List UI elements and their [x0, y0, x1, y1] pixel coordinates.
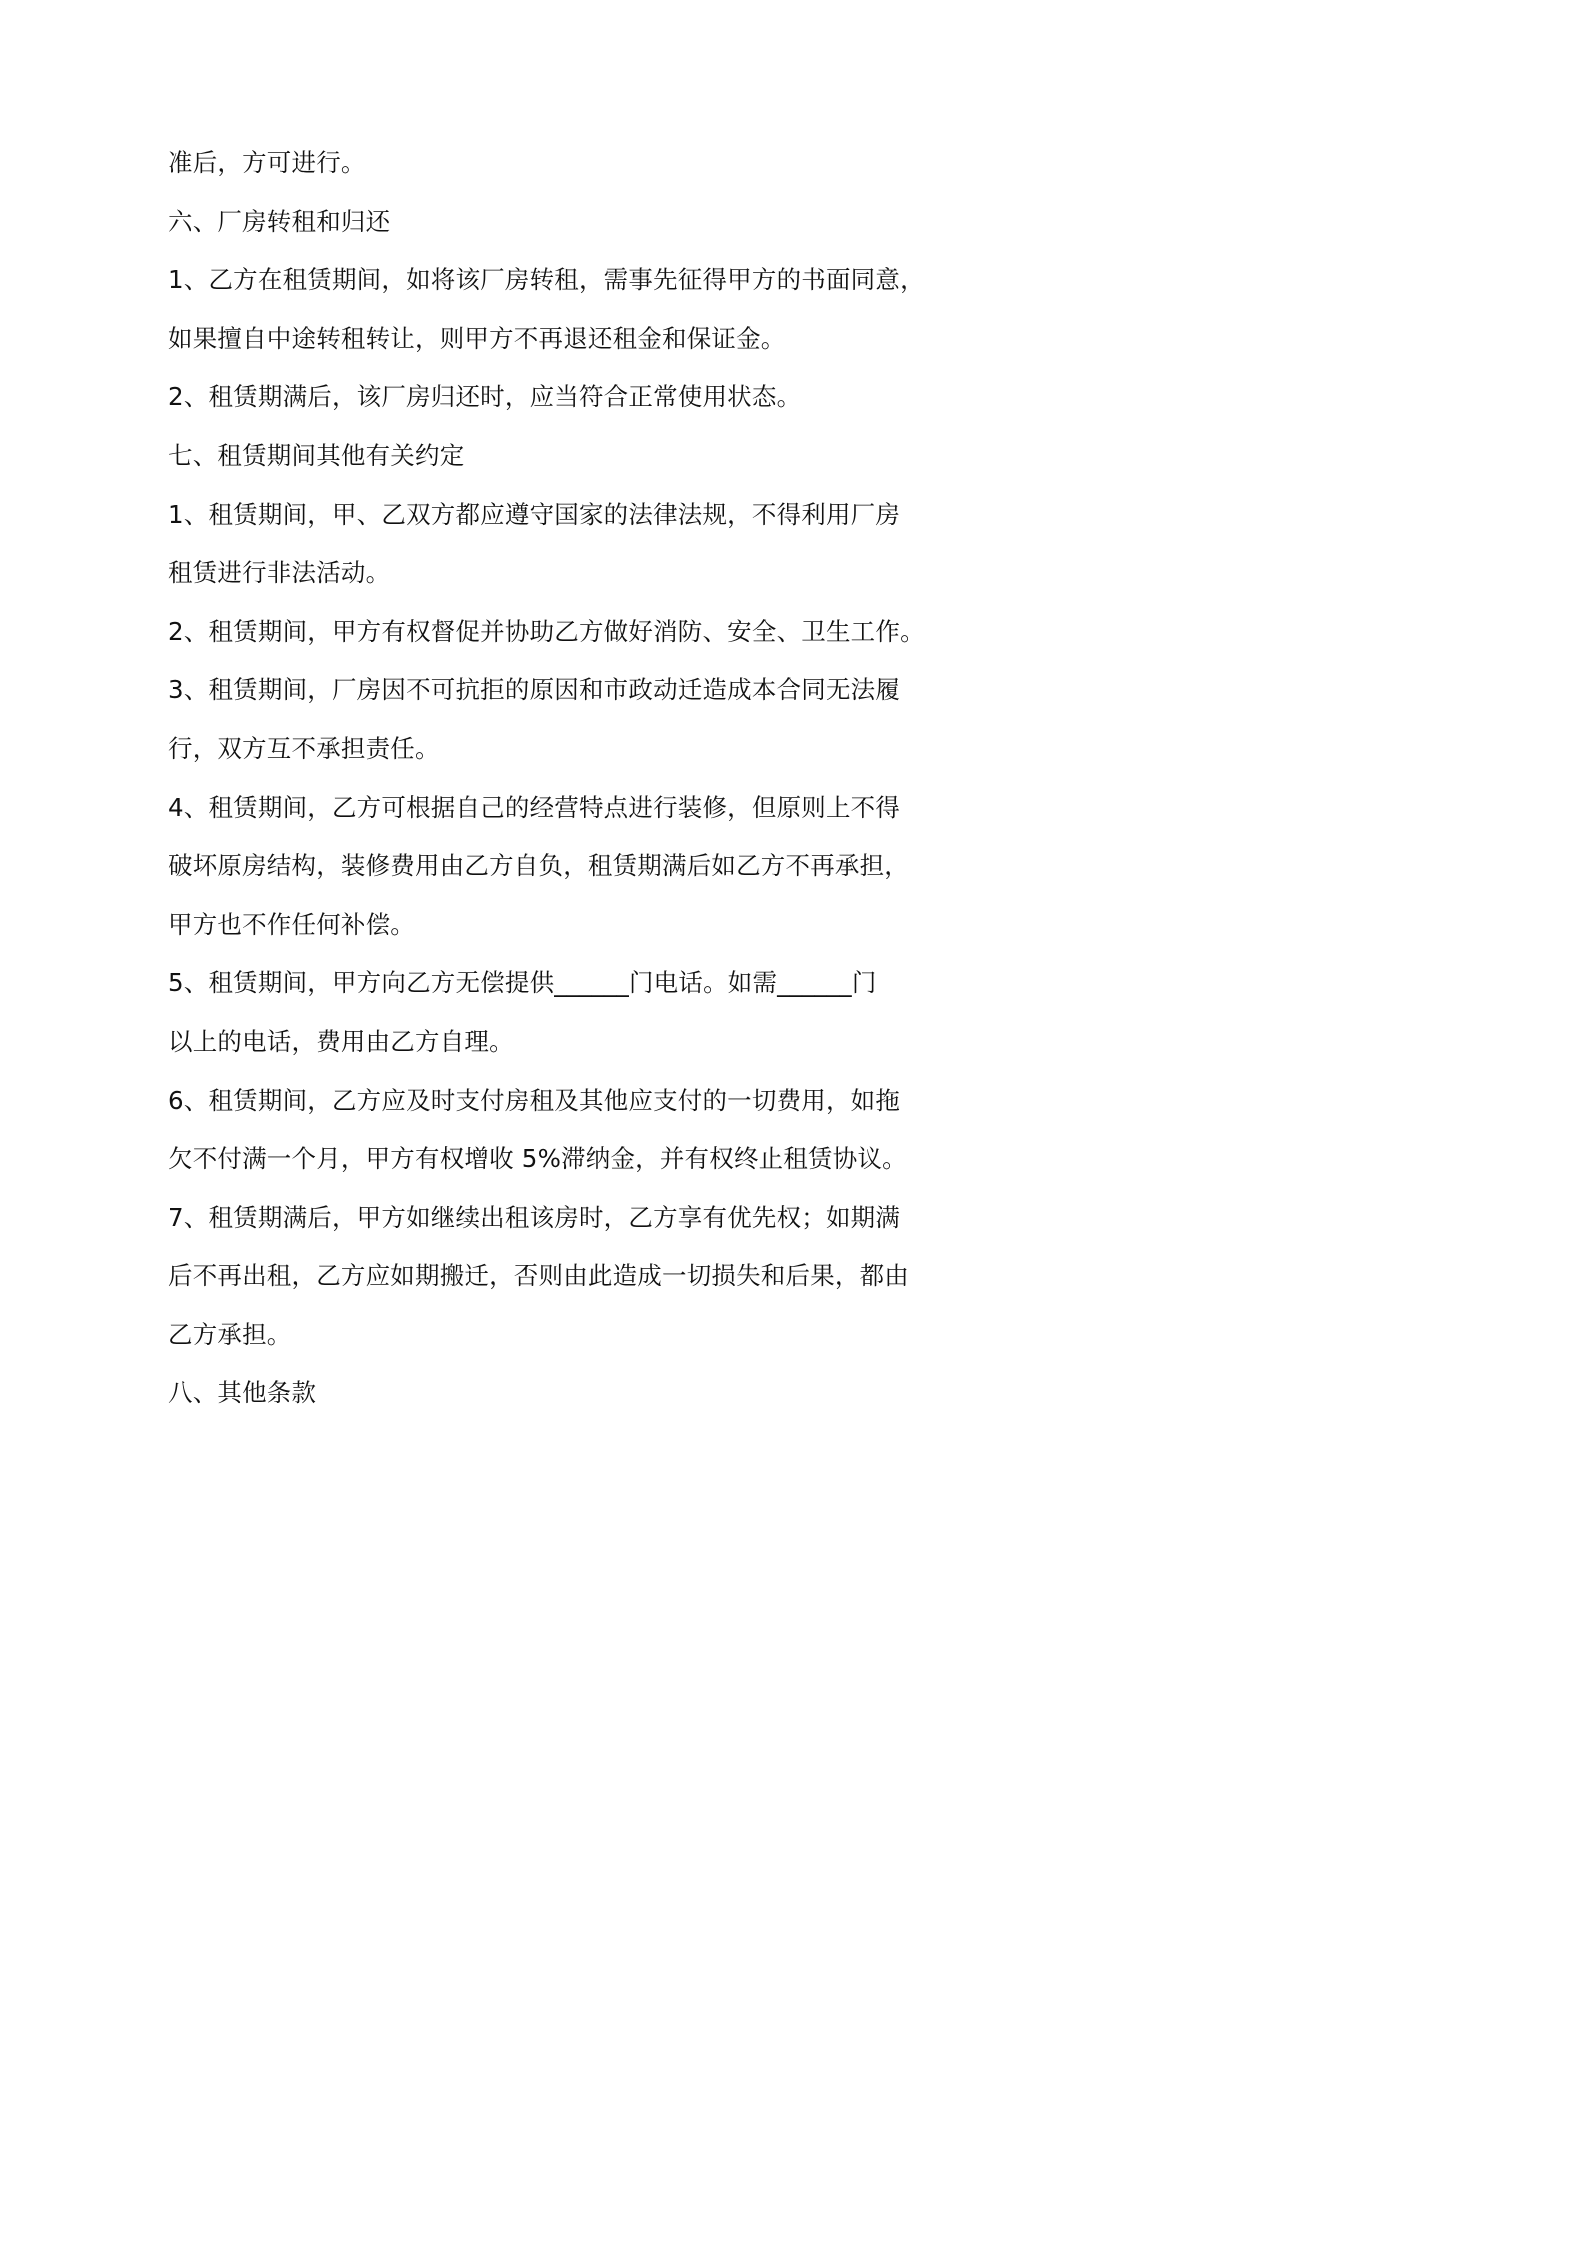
clause-7-7-line-2: 后不再出租，乙方应如期搬迁，否则由此造成一切损失和后果，都由	[168, 1261, 909, 1291]
document-body	[168, 134, 968, 1423]
document-page	[0, 0, 1100, 1556]
clause-6-2: 2、租赁期满后，该厂房归还时，应当符合正常使用状态。	[168, 382, 802, 412]
clause-6-1-line-2: 如果擅自中途转租转让，则甲方不再退还租金和保证金。	[168, 323, 786, 353]
section-heading-7: 七、租赁期间其他有关约定	[168, 440, 465, 470]
clause-7-1-line-2: 租赁进行非法活动。	[168, 558, 391, 588]
clause-6-1-line-1: 1、乙方在租赁期间，如将该厂房转租，需事先征得甲方的书面同意，	[168, 265, 925, 295]
clause-7-6-line-1: 6、租赁期间，乙方应及时支付房租及其他应支付的一切费用，如拖	[168, 1085, 901, 1115]
clause-7-7-line-1: 7、租赁期满后，甲方如继续出租该房时，乙方享有优先权；如期满	[168, 1202, 901, 1232]
clause-7-4-line-1: 4、租赁期间，乙方可根据自己的经营特点进行装修，但原则上不得	[168, 792, 901, 822]
section-heading-6: 六、厂房转租和归还	[168, 206, 391, 236]
clause-7-3-line-2: 行，双方互不承担责任。	[168, 733, 440, 763]
clause-7-5-line-1: 5、租赁期间，甲方向乙方无偿提供______门电话。如需______门	[168, 968, 877, 998]
clause-7-5-line-2: 以上的电话，费用由乙方自理。	[168, 1026, 514, 1056]
clause-7-6-line-2: 欠不付满一个月，甲方有权增收 5%滞纳金，并有权终止租赁协议。	[168, 1144, 907, 1174]
clause-7-3-line-1: 3、租赁期间，厂房因不可抗拒的原因和市政动迁造成本合同无法履	[168, 675, 901, 705]
clause-7-4-line-3: 甲方也不作任何补偿。	[168, 909, 415, 939]
section-heading-8: 八、其他条款	[168, 1378, 317, 1408]
text-line-continuation: 准后，方可进行。	[168, 148, 366, 177]
clause-7-7-line-3: 乙方承担。	[168, 1319, 292, 1349]
clause-7-1-line-1: 1、租赁期间，甲、乙双方都应遵守国家的法律法规，不得利用厂房	[168, 499, 901, 529]
clause-7-2: 2、租赁期间，甲方有权督促并协助乙方做好消防、安全、卫生工作。	[168, 616, 925, 646]
clause-7-4-line-2: 破坏原房结构，装修费用由乙方自负，租赁期满后如乙方不再承担，	[168, 851, 909, 881]
